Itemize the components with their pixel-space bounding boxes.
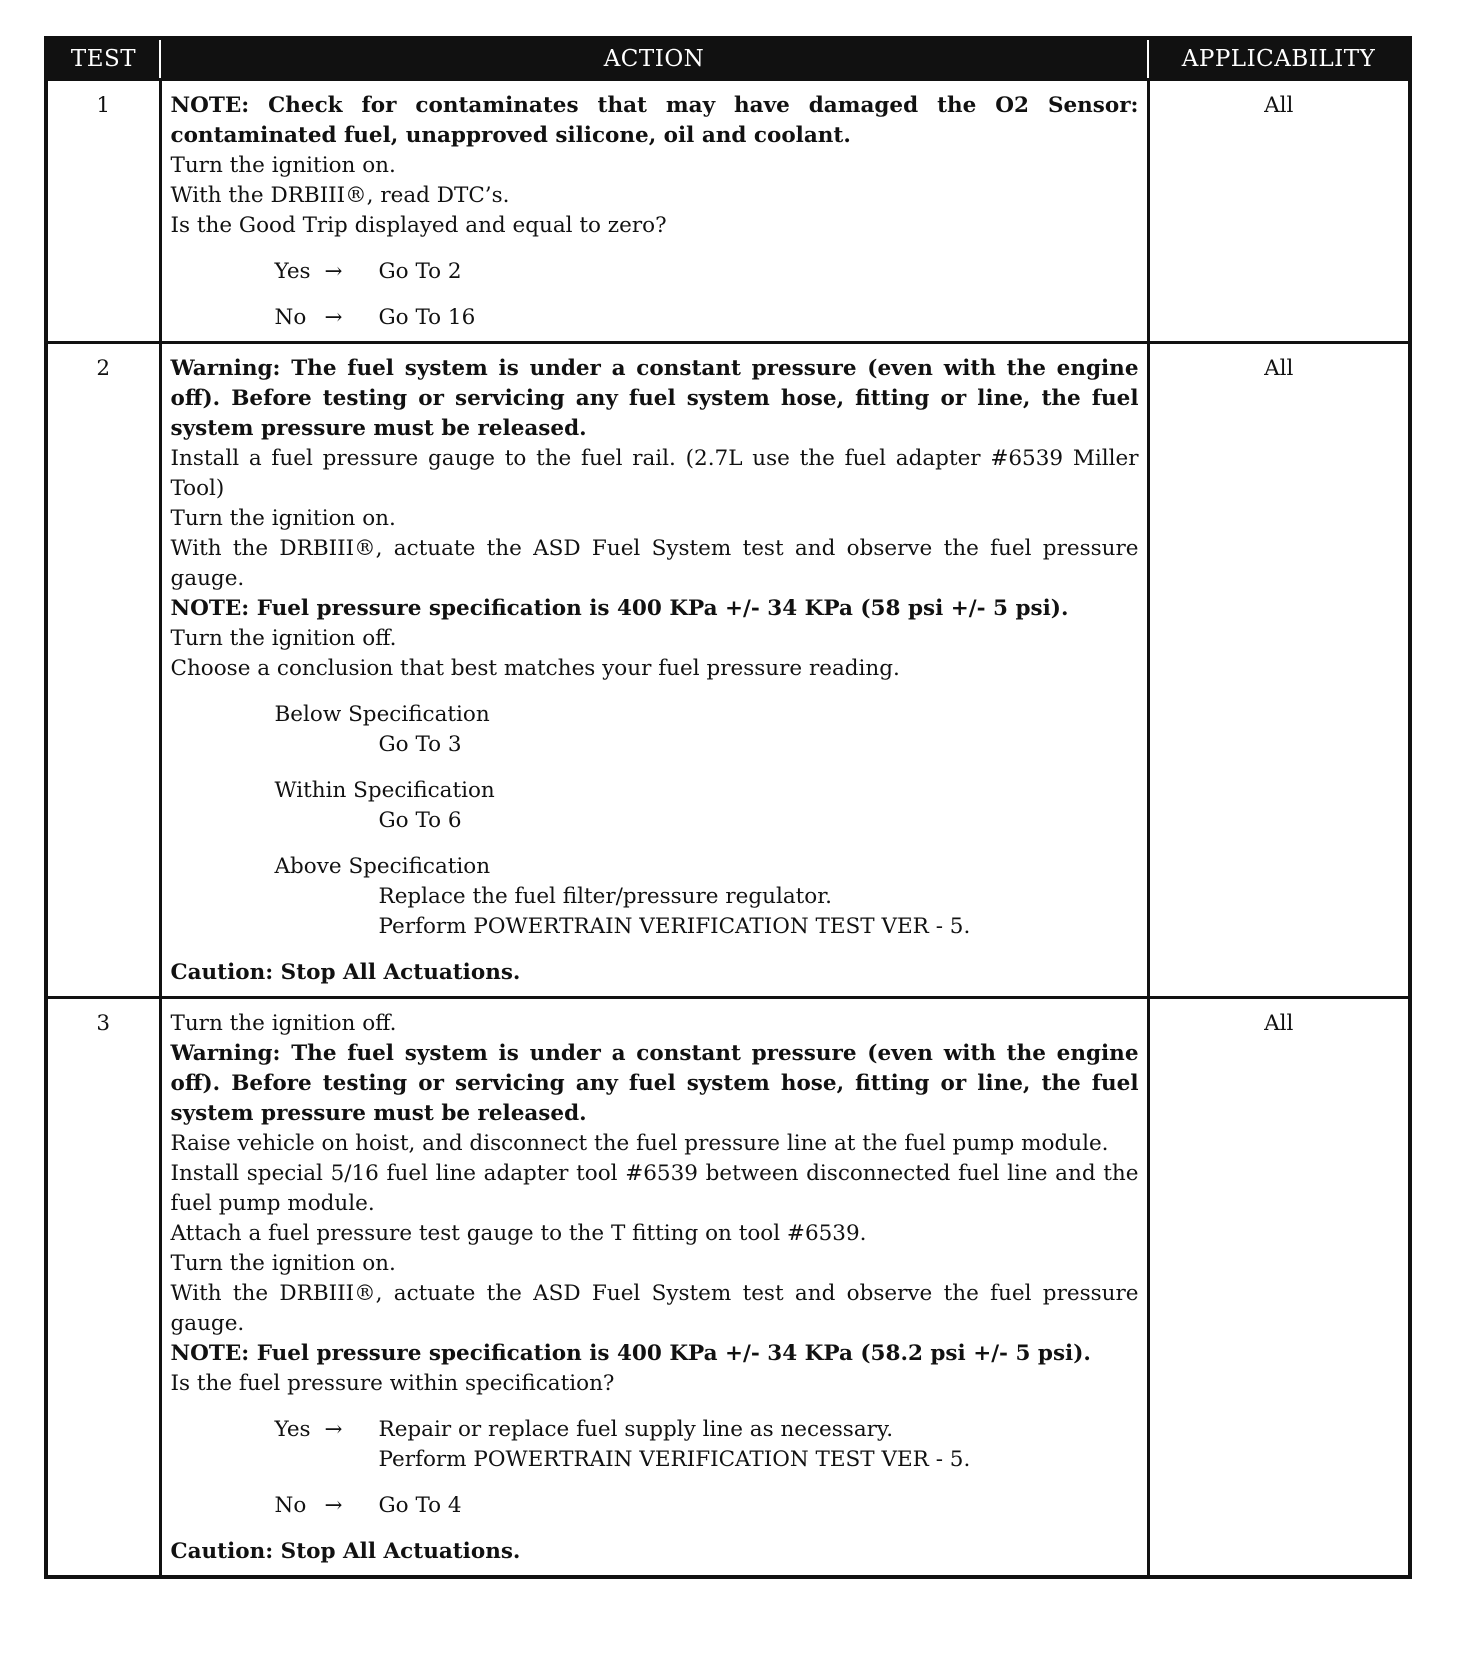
action-cell: [160, 80, 1148, 343]
step-text: Turn the ignition off.: [170, 626, 397, 651]
answer-result: Perform POWERTRAIN VERIFICATION TEST VER - 5.: [378, 1447, 971, 1472]
conclusion-label: Above Specification: [274, 854, 491, 879]
conclusion-label: Within Specification: [274, 778, 495, 803]
step-text: Install a fuel pressure gauge to the fuel rail. (2.7L use the fuel adapter #6539 Miller Tool): [170, 446, 1139, 501]
answer-option-yes: [275, 257, 1139, 287]
warning-text: Warning: The fuel system is under a constant pressure (even with the engine off). Before testing or servicing any fuel system hose, fitting or line, the fuel system pressure must be released.: [170, 356, 1139, 441]
conclusion-above: [275, 852, 1139, 942]
step-text: Turn the ignition on.: [170, 153, 396, 178]
answer-result: Go To 4: [378, 1493, 462, 1518]
answer-result: Go To 2: [378, 259, 462, 284]
diagnostic-procedure-table: [44, 36, 1412, 1579]
question-text: Is the Good Trip displayed and equal to zero?: [170, 213, 667, 238]
conclusion-result: Go To 3: [378, 732, 462, 757]
step-text: Choose a conclusion that best matches your fuel pressure reading.: [170, 656, 900, 681]
step-text: With the DRBIII®, actuate the ASD Fuel System test and observe the fuel pressure gauge.: [170, 536, 1139, 591]
header-action: ACTION: [160, 40, 1148, 80]
question-text: Is the fuel pressure within specification?: [170, 1371, 615, 1396]
answer-option-no: [275, 303, 1139, 333]
conclusion-result: Go To 6: [378, 808, 462, 833]
answer-result: Go To 16: [378, 305, 476, 330]
answer-label: Yes: [274, 259, 311, 284]
answer-label: No: [274, 305, 307, 330]
step-text: With the DRBIII®, actuate the ASD Fuel System test and observe the fuel pressure gauge.: [170, 1281, 1139, 1336]
action-cell: [160, 343, 1148, 998]
step-text: Attach a fuel pressure test gauge to the T fitting on tool #6539.: [170, 1221, 867, 1246]
header-applicability: APPLICABILITY: [1148, 40, 1408, 80]
test-number: 1: [48, 80, 160, 343]
applicability-value: All: [1148, 343, 1408, 998]
note-text: NOTE: Fuel pressure specification is 400 KPa +/- 34 KPa (58.2 psi +/- 5 psi).: [170, 1341, 1091, 1366]
step-text: With the DRBIII®, read DTC’s.: [170, 183, 510, 208]
answer-result: Repair or replace fuel supply line as necessary.: [378, 1417, 894, 1442]
applicability-value: All: [1148, 998, 1408, 1576]
header-row: [48, 40, 1408, 80]
test-row-2: [48, 343, 1408, 998]
answer-label: No: [274, 1493, 307, 1518]
conclusion-label: Below Specification: [274, 702, 490, 727]
arrow-icon: →: [324, 259, 343, 284]
step-text: Install special 5/16 fuel line adapter tool #6539 between disconnected fuel line and the fuel pump module.: [170, 1161, 1139, 1216]
action-cell: [160, 998, 1148, 1576]
conclusion-within: [275, 776, 1139, 836]
arrow-icon: →: [324, 1493, 343, 1518]
step-text: Raise vehicle on hoist, and disconnect the fuel pressure line at the fuel pump module.: [170, 1131, 1109, 1156]
conclusion-result: Replace the fuel filter/pressure regulator.: [378, 884, 833, 909]
answer-label: Yes: [274, 1417, 311, 1442]
answer-option-no: [275, 1491, 1139, 1521]
warning-text: Warning: The fuel system is under a constant pressure (even with the engine off). Before testing or servicing any fuel system hose, fitting or line, the fuel system pressure must be released.: [170, 1041, 1139, 1126]
conclusion-result: Perform POWERTRAIN VERIFICATION TEST VER - 5.: [378, 914, 971, 939]
conclusion-below: [275, 700, 1139, 760]
step-text: Turn the ignition on.: [170, 506, 396, 531]
note-text: NOTE: Check for contaminates that may have damaged the O2 Sensor: contaminated fuel, unapproved silicone, oil and coolant.: [170, 93, 1139, 148]
step-text: Turn the ignition off.: [170, 1011, 397, 1036]
caution-text: Caution: Stop All Actuations.: [170, 960, 521, 985]
procedure-table: [48, 40, 1408, 1575]
test-row-1: [48, 80, 1408, 343]
caution-text: Caution: Stop All Actuations.: [170, 1539, 521, 1564]
note-text: NOTE: Fuel pressure specification is 400 KPa +/- 34 KPa (58 psi +/- 5 psi).: [170, 596, 1069, 621]
step-text: Turn the ignition on.: [170, 1251, 396, 1276]
applicability-value: All: [1148, 80, 1408, 343]
test-row-3: [48, 998, 1408, 1576]
test-number: 3: [48, 998, 160, 1576]
test-number: 2: [48, 343, 160, 998]
answer-option-yes: [275, 1415, 1139, 1475]
arrow-icon: →: [324, 1417, 343, 1442]
arrow-icon: →: [324, 305, 343, 330]
header-test: TEST: [48, 40, 160, 80]
